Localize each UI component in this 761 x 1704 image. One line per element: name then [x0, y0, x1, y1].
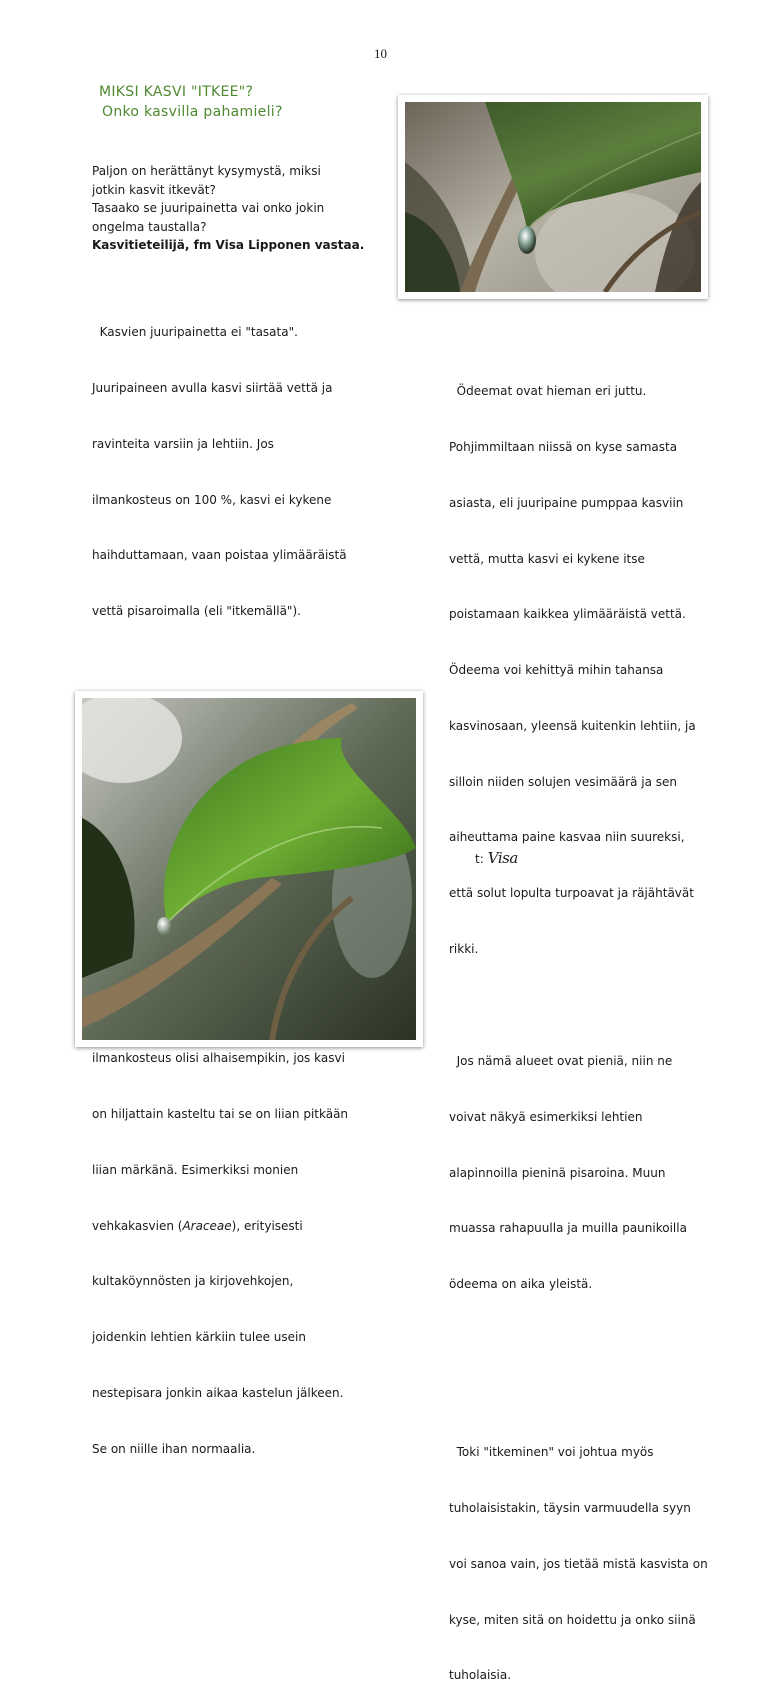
byline-suffix: vastaa.: [310, 238, 365, 253]
paragraph-line: ilmankosteus olisi alhaisempikin, jos kasvi: [92, 1051, 345, 1066]
paragraph-line: Jos nämä alueet ovat pieniä, niin ne: [449, 1053, 673, 1068]
paragraph-line: haihduttamaan, vaan poistaa ylimääräistä: [92, 548, 347, 563]
green-leaf-image: [82, 698, 416, 1040]
paragraph-line: kasvinosaan, yleensä kuitenkin lehtiin, ja: [449, 718, 696, 733]
paragraph-line: että solut lopulta turpoavat ja räjähtävät: [449, 886, 694, 901]
intro-line: Tasaako se juuripainetta vai onko jokin: [92, 201, 325, 216]
page-number: 10: [374, 46, 387, 61]
paragraph-line: tuholaisia.: [449, 1668, 512, 1683]
paragraph-line: [92, 1217, 348, 1236]
paragraph-line: alapinnoilla pieninä pisaroina. Muun: [449, 1165, 666, 1180]
paragraph-line: on hiljattain kasteltu tai se on liian pitkään: [92, 1106, 349, 1121]
signature-name: Visa: [487, 849, 518, 867]
intro-line: Paljon on herättänyt kysymystä, miksi: [92, 164, 321, 178]
byline: [92, 236, 364, 255]
right-body: [449, 345, 708, 1704]
paragraph-line: ödeema on aika yleistä.: [449, 1277, 593, 1292]
paragraph-line: muassa rahapuulla ja muilla paunikoilla: [449, 1221, 687, 1236]
title-line-1: MIKSI KASVI "ITKEE"?: [99, 84, 254, 100]
paragraph-line: kyse, miten sitä on hoidettu ja onko siinä: [449, 1612, 696, 1627]
signature-prefix: t:: [475, 852, 484, 866]
leaf-drop-image: [405, 102, 701, 292]
paragraph-line: liian märkänä. Esimerkiksi monien: [92, 1162, 299, 1177]
byline-name: Visa Lipponen: [215, 238, 311, 253]
water-drop-icon: [518, 226, 536, 254]
article-title: [99, 82, 283, 122]
photo-leaf-drop: [398, 95, 708, 299]
signature: [475, 849, 518, 867]
paragraph-line: tuholaisistakin, täysin varmuudella syyn: [449, 1501, 691, 1516]
paragraph-line: ilmankosteus on 100 %, kasvi ei kykene: [92, 492, 332, 507]
paragraph-line: Se on niille ihan normaalia.: [92, 1441, 256, 1456]
title-line-2: Onko kasvilla pahamieli?: [102, 104, 283, 120]
paragraph-line: Juuripaineen avulla kasvi siirtää vettä ja: [92, 380, 333, 395]
intro-block: [92, 162, 364, 255]
paragraph-line: joidenkin lehtien kärkiin tulee usein: [92, 1330, 306, 1345]
paragraph-line: Pohjimmiltaan niissä on kyse samasta: [449, 439, 678, 454]
paragraph-line: kultaköynnösten ja kirjovehkojen,: [92, 1274, 294, 1289]
paragraph-line: Toki "itkeminen" voi johtua myös: [449, 1445, 654, 1460]
photo-leaf-green: [75, 691, 423, 1047]
intro-line: ongelma taustalla?: [92, 219, 207, 234]
paragraph-line: Kasvien juuripainetta ei "tasata".: [92, 325, 298, 340]
paragraph-line: aiheuttama paine kasvaa niin suureksi,: [449, 830, 685, 845]
paragraph-line: silloin niiden solujen vesimäärä ja sen: [449, 774, 678, 789]
byline-prefix: Kasvitieteilijä, fm: [92, 238, 216, 253]
paragraph-line: vettä pisaroimalla (eli "itkemällä").: [92, 604, 301, 619]
paragraph-line: nestepisara jonkin aikaa kastelun jälkeen.: [92, 1385, 344, 1400]
paragraph-line: rikki.: [449, 942, 479, 956]
paragraph-line: voi sanoa vain, jos tietää mistä kasvista on: [449, 1556, 708, 1571]
latin-name: Araceae: [182, 1218, 232, 1233]
paragraph-line: vettä, mutta kasvi ei kykene itse: [449, 551, 645, 566]
paragraph-line: poistamaan kaikkea ylimääräistä vettä.: [449, 607, 686, 622]
paragraph-line: Ödeemat ovat hieman eri juttu.: [449, 384, 647, 399]
paragraph-line: voivat näkyä esimerkiksi lehtien: [449, 1109, 643, 1124]
text-span: ), erityisesti: [231, 1218, 303, 1233]
intro-line: jotkin kasvit itkevät?: [92, 182, 216, 197]
paragraph-line: ravinteita varsiin ja lehtiin. Jos: [92, 436, 274, 451]
paragraph-line: Ödeema voi kehittyä mihin tahansa: [449, 663, 664, 678]
water-drop-icon: [157, 917, 171, 935]
text-span: vehkakasvien (: [92, 1218, 183, 1233]
paragraph-line: asiasta, eli juuripaine pumppaa kasviin: [449, 495, 684, 510]
